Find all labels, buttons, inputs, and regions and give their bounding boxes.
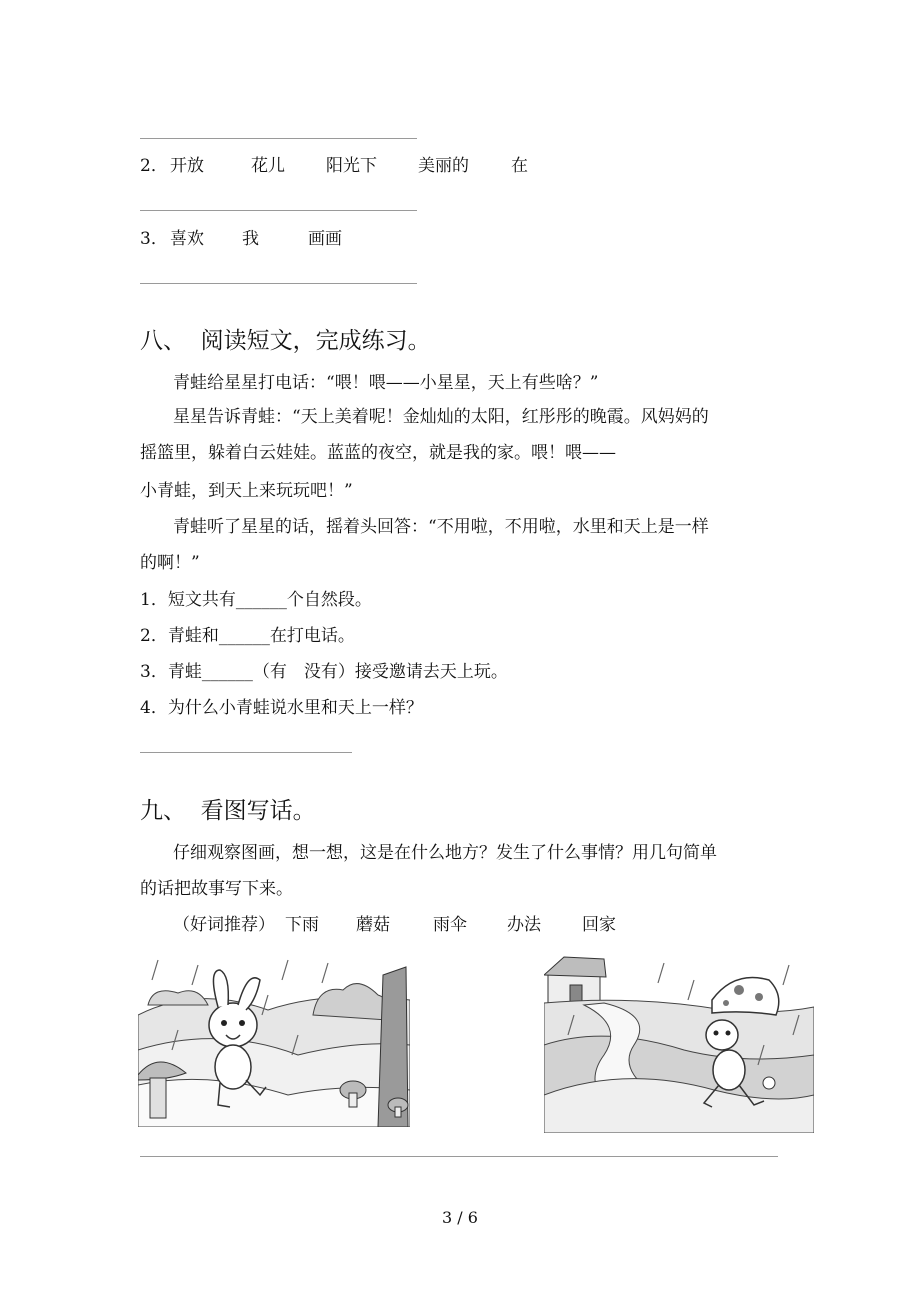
word-item: 画画 xyxy=(308,229,342,249)
passage-line: 小青蛙，到天上来玩玩吧！” xyxy=(140,481,353,501)
word-hint: 下雨 xyxy=(285,915,319,935)
passage-line: 青蛙听了星星的话，摇着头回答：“不用啦，不用啦，水里和天上是一样 xyxy=(173,517,709,537)
passage-line: 的啊！” xyxy=(140,553,200,573)
page-number: 3 / 6 xyxy=(442,1208,478,1227)
question-item: 4．为什么小青蛙说水里和天上一样？ xyxy=(140,698,423,718)
answer-line[interactable] xyxy=(140,138,417,139)
passage-line: 青蛙给星星打电话：“喂！喂——小星星，天上有些啥？” xyxy=(173,373,599,393)
word-item: 美丽的 xyxy=(418,156,469,176)
section-8-title: 八、 阅读短文，完成练习。 xyxy=(140,328,431,354)
passage-line: 星星告诉青蛙：“天上美着呢！金灿灿的太阳，红彤彤的晚霞。风妈妈的 xyxy=(173,407,709,427)
exercise-number: 2． xyxy=(140,156,168,176)
word-hint-label: （好词推荐） xyxy=(173,915,275,935)
word-item: 阳光下 xyxy=(326,156,377,176)
instruction-line: 的话把故事写下来。 xyxy=(140,879,293,899)
word-hint: 回家 xyxy=(582,915,616,935)
question-item: 1．短文共有______个自然段。 xyxy=(140,590,372,610)
word-hint: 办法 xyxy=(507,915,541,935)
word-hint: 雨伞 xyxy=(433,915,467,935)
word-item: 在 xyxy=(511,156,528,176)
question-item: 3．青蛙______（有 没有）接受邀请去天上玩。 xyxy=(140,662,508,682)
rabbit-in-rain-illustration xyxy=(138,955,410,1127)
answer-line[interactable] xyxy=(140,752,352,753)
word-item: 喜欢 xyxy=(170,229,204,249)
word-item: 花儿 xyxy=(251,156,285,176)
word-hint: 蘑菇 xyxy=(356,915,390,935)
answer-line[interactable] xyxy=(140,283,417,284)
exercise-number: 3． xyxy=(140,229,168,249)
word-item: 开放 xyxy=(170,156,204,176)
answer-line[interactable] xyxy=(140,210,417,211)
passage-line: 摇篮里，躲着白云娃娃。蓝蓝的夜空，就是我的家。喂！喂—— xyxy=(140,443,616,463)
writing-line[interactable] xyxy=(140,1156,778,1157)
question-item: 2．青蛙和______在打电话。 xyxy=(140,626,355,646)
instruction-line: 仔细观察图画，想一想，这是在什么地方？发生了什么事情？用几句简单 xyxy=(173,843,717,863)
rabbit-with-mushroom-umbrella-illustration xyxy=(544,955,814,1133)
word-item: 我 xyxy=(242,229,259,249)
section-9-title: 九、 看图写话。 xyxy=(140,798,316,824)
